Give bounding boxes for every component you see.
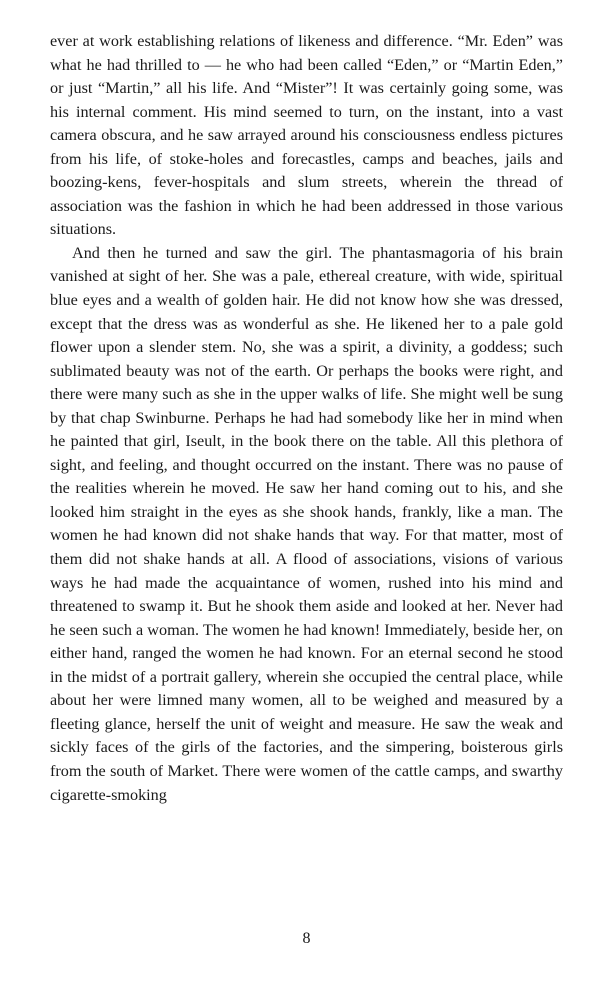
paragraph-continued: ever at work establishing relations of likeness and difference. “Mr. Eden” was what he had thrilled to — he who had been called “Eden,” or “Martin Eden,” or just “Martin,” all his life. And “Mister”! It was certainly going some, was his internal comment. His mind seemed to turn, on the instant, into a vast camera obscura, and he saw arrayed around his consciousness endless pictures from his life, of stoke-holes and forecastles, camps and beaches, jails and boozing-kens, fever-hospitals and slum streets, wherein the thread of association was the fashion in which he had been addressed in those various situations. bbox=[50, 32, 563, 239]
page-body bbox=[50, 30, 563, 807]
page-number: 8 bbox=[302, 930, 311, 947]
paragraph-girl: And then he turned and saw the girl. The phantasmagoria of his brain vanished at sight of her. She was a pale, ethereal creature, with wide, spiritual blue eyes and a wealth of golden hair. He did not know how she was dressed, except that the dress was as wonderful as she. He likened her to a pale gold flower upon a slender stem. No, she was a spirit, a divinity, a goddess; such sublimated beauty was not of the earth. Or perhaps the books were right, and there were many such as she in the upper walks of life. She might well be sung by that chap Swinburne. Perhaps he had had somebody like her in mind when he painted that girl, Iseult, in the book there on the table. All this plethora of sight, and feeling, and thought occurred on the instant. There was no pause of the realities wherein he moved. He saw her hand coming out to his, and she looked him straight in the eyes as she shook hands, frankly, like a man. The women he had known did not shake hands that way. For that matter, most of them did not shake hands at all. A flood of associations, visions of various ways he had made the acquaintance of women, rushed into his mind and threatened to swamp it. But he shook them aside and looked at her. Never had he seen such a woman. The women he had known! Immediately, beside her, on either hand, ranged the women he had known. For an eternal second he stood in the midst of a portrait gallery, wherein she occupied the central place, while about her were limned many women, all to be weighed and measured by a fleeting glance, herself the unit of weight and measure. He saw the weak and sickly faces of the girls of the factories, and the simpering, boisterous girls from the south of Market. There were women of the cattle camps, and swarthy cigarette-smoking bbox=[50, 243, 563, 804]
